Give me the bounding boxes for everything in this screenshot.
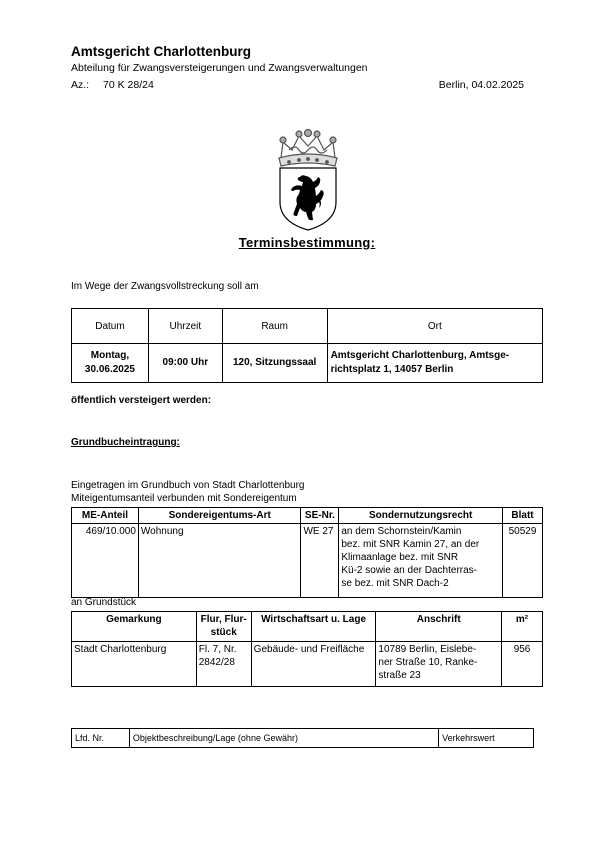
col-header-district: Gemarkung: [72, 612, 197, 642]
special-use-right-line: Klimaanlage bez. mit SNR: [341, 552, 459, 563]
col-header-address: Anschrift: [376, 612, 502, 642]
court-name: Amtsgericht Charlottenburg: [71, 44, 252, 59]
address-line: ner Straße 10, Ranke-: [378, 657, 478, 668]
col-header-area: m²: [502, 612, 543, 642]
usage-type: Gebäude- und Freifläche: [251, 642, 376, 687]
intro-text: Im Wege der Zwangsvollstreckung soll am: [71, 281, 259, 292]
berlin-bear-crest-icon: [275, 128, 341, 232]
special-use-right-line: bez. mit SNR Kamin 27, an der: [341, 539, 480, 550]
parcel-line: 2842/28: [198, 657, 235, 668]
address-line: straße 23: [378, 670, 421, 681]
land-register-heading: Grundbucheintragung:: [71, 437, 180, 448]
co-ownership-table: [71, 507, 543, 598]
schedule-table: [71, 308, 543, 383]
area-sqm: 956: [502, 642, 543, 687]
address: [376, 642, 502, 687]
special-use-right-line: Kü-2 sowie an der Dachterras-: [341, 565, 477, 576]
col-header-share: ME-Anteil: [72, 508, 139, 524]
case-number-label: Az.:: [71, 79, 90, 91]
schedule-header-row: [72, 309, 543, 344]
department: Abteilung für Zwangsversteigerungen und Zwangsverwaltungen: [71, 62, 368, 74]
schedule-value-row: [72, 344, 543, 383]
schedule-date: [72, 344, 149, 383]
col-header-parcel: [196, 612, 251, 642]
plot-label: an Grundstück: [71, 597, 137, 608]
col-header-special-use-right: Sondernutzungsrecht: [339, 508, 503, 524]
schedule-date-value: 30.06.2025: [84, 364, 135, 375]
table-row: [72, 642, 543, 687]
parcel-line: Fl. 7, Nr.: [198, 644, 237, 655]
table-row: [72, 524, 543, 598]
schedule-header-room: Raum: [222, 309, 327, 344]
object-header-row: [72, 729, 534, 748]
schedule-place-line: richtsplatz 1, 14057 Berlin: [330, 364, 454, 375]
col-header-sheet: Blatt: [503, 508, 543, 524]
address-line: 10789 Berlin, Eislebe-: [378, 644, 477, 655]
special-use-right: [339, 524, 503, 598]
plot-header-row: [72, 612, 543, 642]
col-header-serial-number: Lfd. Nr.: [72, 729, 130, 748]
col-header-ownership-type: Sondereigentums-Art: [138, 508, 301, 524]
schedule-place-line: Amtsgericht Charlottenburg, Amtsge-: [330, 350, 510, 361]
col-header-usage: Wirtschaftsart u. Lage: [251, 612, 376, 642]
case-number: 70 K 28/24: [103, 79, 154, 91]
col-header-se-number: SE-Nr.: [301, 508, 339, 524]
co-ownership-header-row: [72, 508, 543, 524]
schedule-header-place: Ort: [327, 309, 542, 344]
special-use-right-line: se bez. mit SNR Dach-2: [341, 578, 449, 589]
ownership-type: Wohnung: [138, 524, 301, 598]
schedule-time: 09:00 Uhr: [148, 344, 222, 383]
registry-line: Miteigentumsanteil verbunden mit Sondereigentum: [71, 493, 297, 504]
schedule-weekday: Montag,: [90, 350, 130, 361]
object-table: [71, 728, 534, 748]
special-use-right-line: an dem Schornstein/Kamin: [341, 526, 462, 537]
schedule-place: [327, 344, 542, 383]
place-date: Berlin, 04.02.2025: [438, 79, 524, 91]
col-header-object-description: Objektbeschreibung/Lage (ohne Gewähr): [129, 729, 438, 748]
col-header-parcel-line: stück: [210, 627, 237, 638]
se-number: WE 27: [301, 524, 339, 598]
schedule-header-date: Datum: [72, 309, 149, 344]
sheet-number: 50529: [503, 524, 543, 598]
schedule-header-time: Uhrzeit: [148, 309, 222, 344]
registry-line: Eingetragen im Grundbuch von Stadt Charlottenburg: [71, 480, 305, 491]
parcel: [196, 642, 251, 687]
district: Stadt Charlottenburg: [72, 642, 197, 687]
schedule-room: 120, Sitzungssaal: [222, 344, 327, 383]
co-ownership-share: 469/10.000: [72, 524, 139, 598]
auction-statement: öffentlich versteigert werden:: [71, 395, 212, 406]
document-title: Terminsbestimmung:: [238, 235, 376, 250]
plot-table: [71, 611, 543, 687]
col-header-market-value: Verkehrswert: [439, 729, 534, 748]
col-header-parcel-line: Flur, Flur-: [200, 614, 247, 625]
